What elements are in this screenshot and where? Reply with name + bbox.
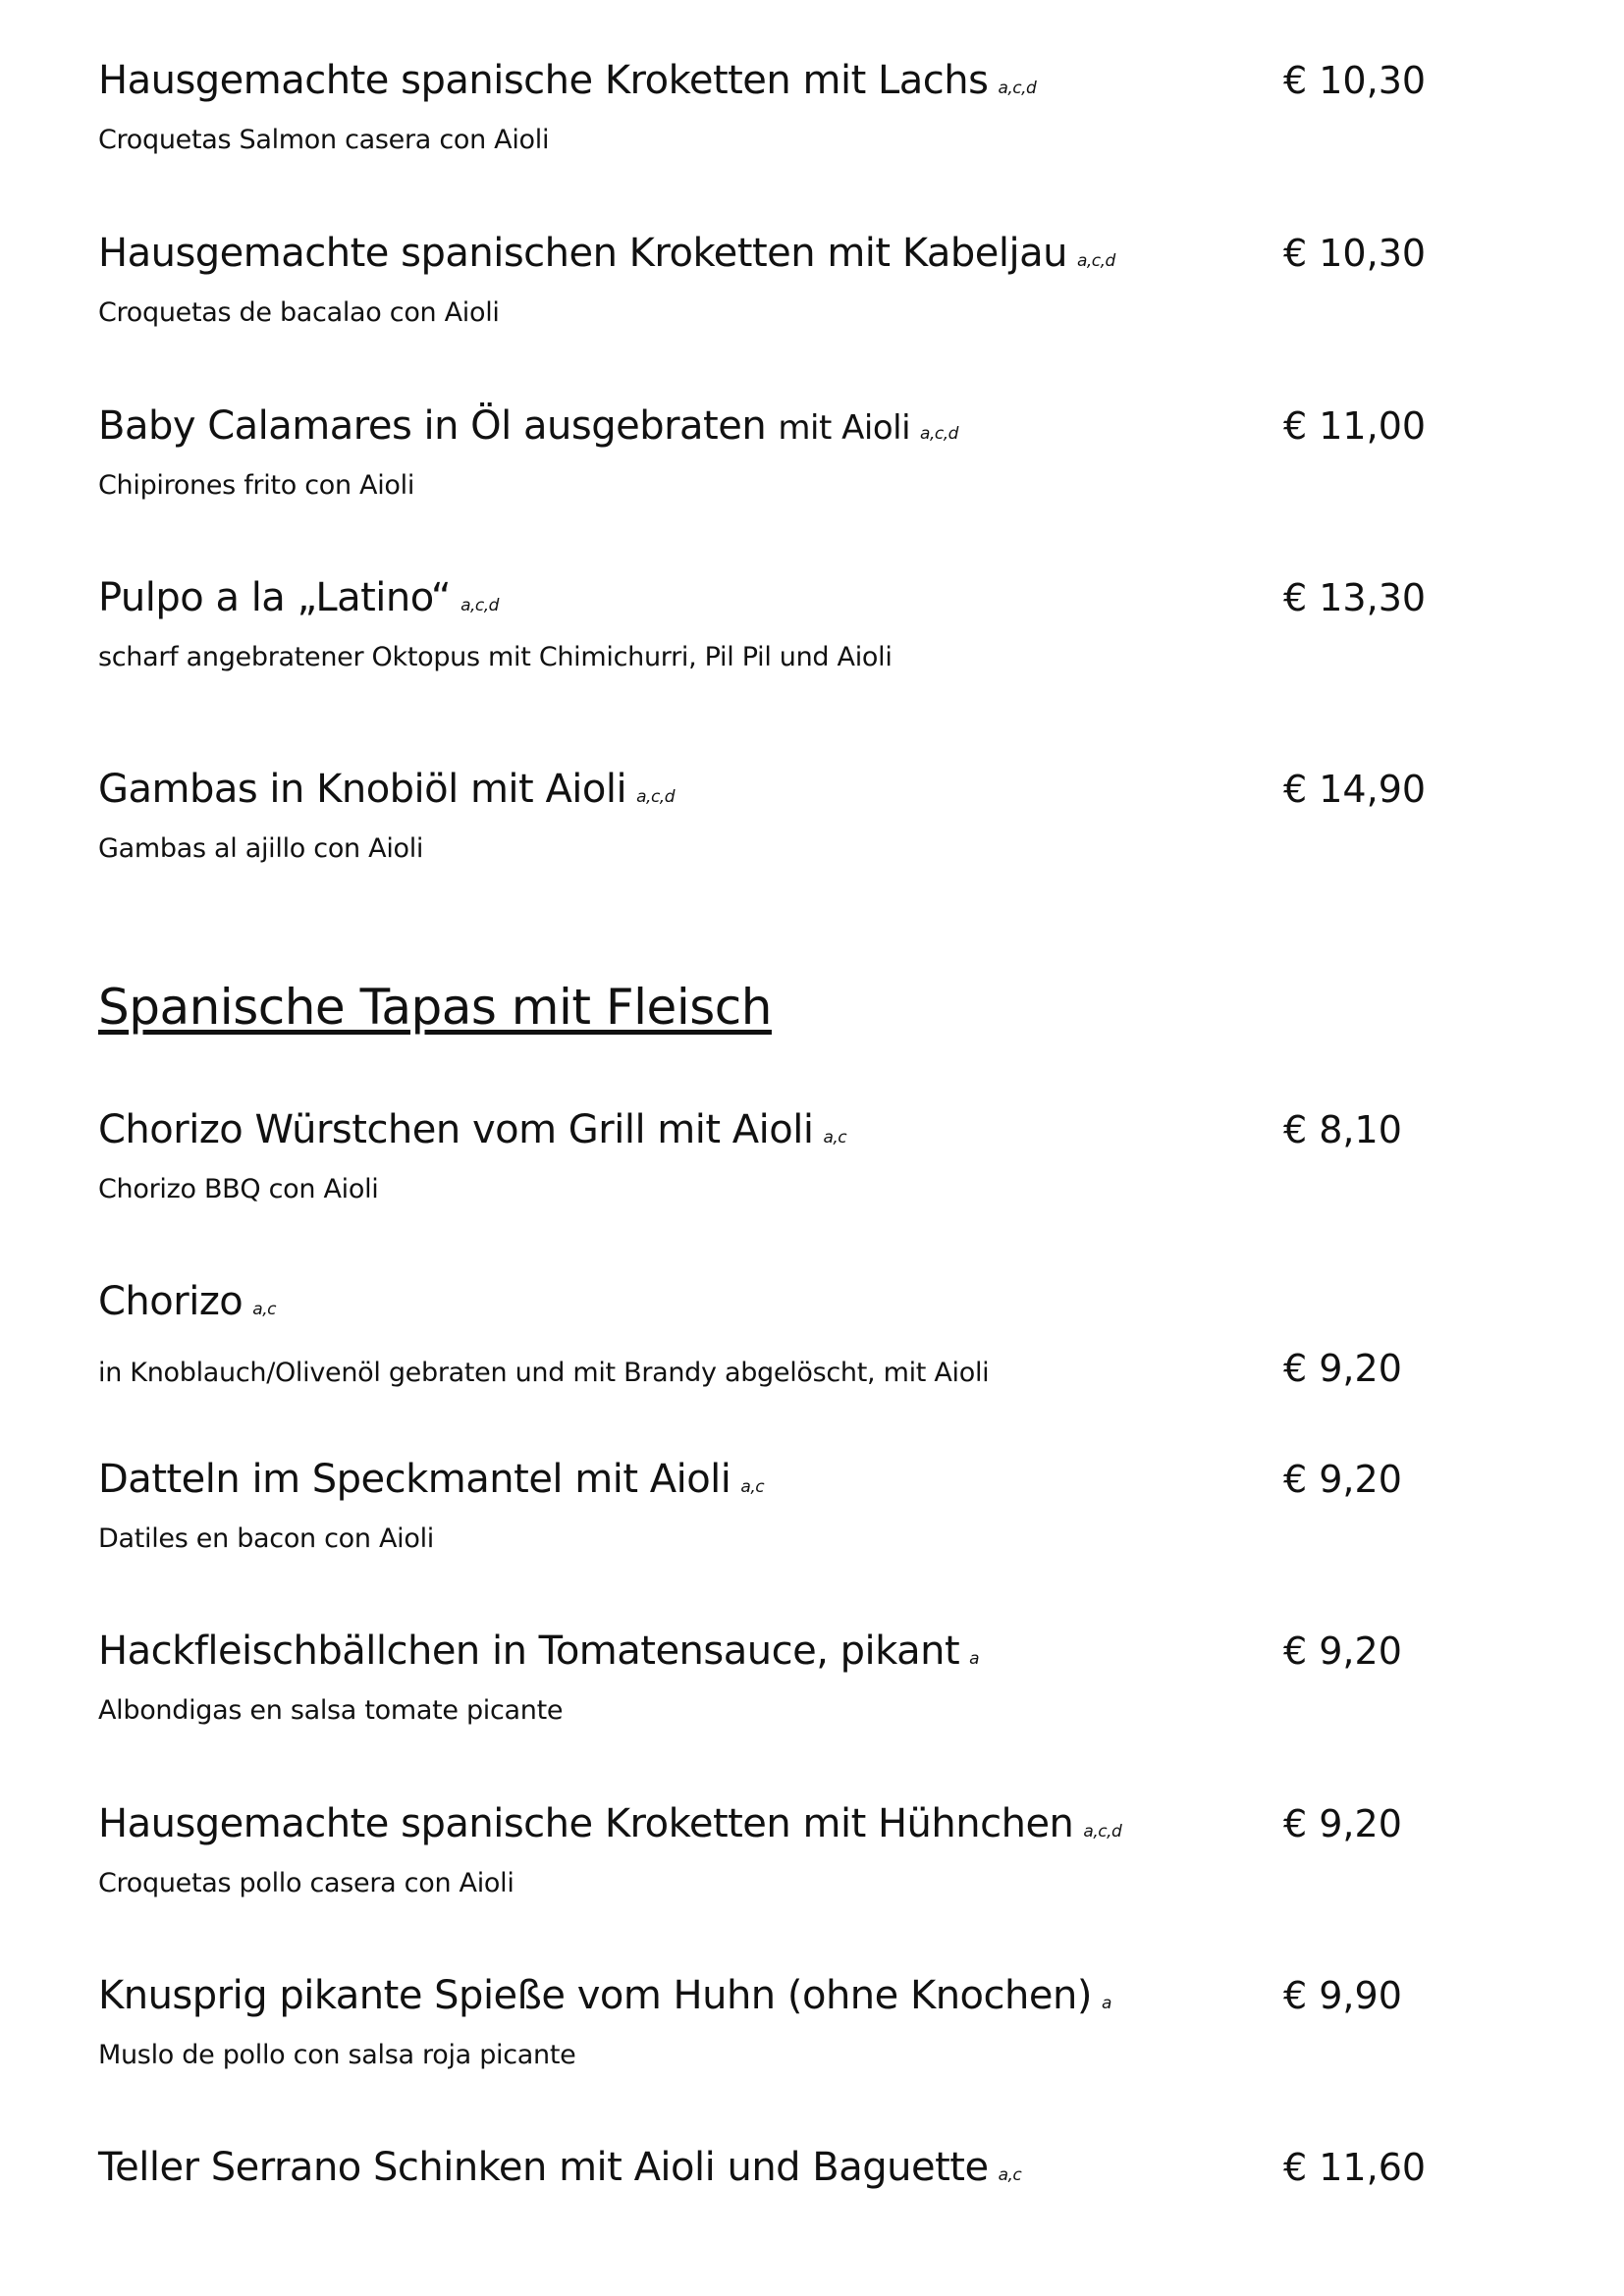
item-description: scharf angebratener Oktopus mit Chimichurri, Pil Pil und Aioli [98, 642, 893, 672]
allergen-codes: a,c [740, 1477, 765, 1497]
item-price: € 11,00 [1283, 404, 1427, 448]
item-title [98, 1800, 1121, 1855]
item-title [98, 2144, 1021, 2199]
allergen-codes: a [1101, 1994, 1111, 2013]
item-price: € 8,10 [1283, 1108, 1402, 1151]
allergen-codes: a,c [823, 1128, 847, 1148]
item-price: € 9,90 [1283, 1974, 1402, 2017]
allergen-codes: a,c,d [460, 596, 499, 615]
item-title [98, 1456, 764, 1511]
item-name-suffix: mit Aioli [778, 408, 911, 448]
item-name: Chorizo Würstchen vom Grill mit Aioli [98, 1107, 814, 1152]
allergen-codes: a,c [998, 2165, 1022, 2185]
item-description: Chorizo BBQ con Aioli [98, 1174, 379, 1204]
item-title [98, 574, 499, 629]
item-description: Croquetas pollo casera con Aioli [98, 1868, 514, 1898]
item-price: € 9,20 [1283, 1629, 1402, 1673]
item-name: Chorizo [98, 1279, 244, 1324]
item-name: Hausgemachte spanischen Kroketten mit Kabeljau [98, 231, 1067, 276]
item-description: Albondigas en salsa tomate picante [98, 1695, 564, 1726]
item-name: Datteln im Speckmantel mit Aioli [98, 1457, 731, 1502]
item-name: Pulpo a la „Latino“ [98, 575, 452, 620]
item-title [98, 402, 958, 457]
item-title [98, 1628, 979, 1682]
allergen-codes: a [969, 1649, 980, 1669]
item-name: Hausgemachte spanische Kroketten mit Lachs [98, 58, 989, 103]
item-price: € 13,30 [1283, 576, 1427, 619]
item-description: Datiles en bacon con Aioli [98, 1523, 434, 1554]
item-description: Croquetas Salmon casera con Aioli [98, 125, 550, 155]
item-name: Hausgemachte spanische Kroketten mit Hühnchen [98, 1801, 1074, 1846]
item-price: € 14,90 [1283, 768, 1427, 811]
item-price: € 9,20 [1283, 1347, 1402, 1390]
item-description: Chipirones frito con Aioli [98, 470, 415, 501]
item-description: Gambas al ajillo con Aioli [98, 833, 424, 864]
item-description: Muslo de pollo con salsa roja picante [98, 2040, 576, 2070]
allergen-codes: a,c,d [1083, 1822, 1122, 1842]
item-description: Croquetas de bacalao con Aioli [98, 297, 500, 328]
item-name: Teller Serrano Schinken mit Aioli und Baguette [98, 2145, 989, 2190]
item-name: Knusprig pikante Spieße vom Huhn (ohne Knochen) [98, 1973, 1092, 2018]
item-title [98, 1106, 846, 1161]
item-title [98, 230, 1115, 285]
item-title [98, 57, 1036, 112]
item-name: Gambas in Knobiöl mit Aioli [98, 767, 627, 812]
allergen-codes: a,c,d [998, 79, 1037, 98]
item-price: € 10,30 [1283, 232, 1427, 275]
item-title [98, 1278, 276, 1333]
allergen-codes: a,c [252, 1300, 276, 1319]
item-description: in Knoblauch/Olivenöl gebraten und mit Brandy abgelöscht, mit Aioli [98, 1358, 990, 1388]
item-price: € 9,20 [1283, 1458, 1402, 1501]
allergen-codes: a,c,d [1076, 251, 1115, 271]
item-price: € 9,20 [1283, 1802, 1402, 1845]
allergen-codes: a,c,d [636, 787, 675, 807]
allergen-codes: a,c,d [920, 424, 958, 444]
item-name: Hackfleischbällchen in Tomatensauce, pikant [98, 1629, 960, 1674]
item-price: € 11,60 [1283, 2146, 1427, 2189]
section-heading: Spanische Tapas mit Fleisch [98, 979, 772, 1036]
item-name: Baby Calamares in Öl ausgebraten [98, 403, 767, 449]
item-price: € 10,30 [1283, 59, 1427, 102]
item-title [98, 1972, 1111, 2027]
item-title [98, 766, 675, 821]
